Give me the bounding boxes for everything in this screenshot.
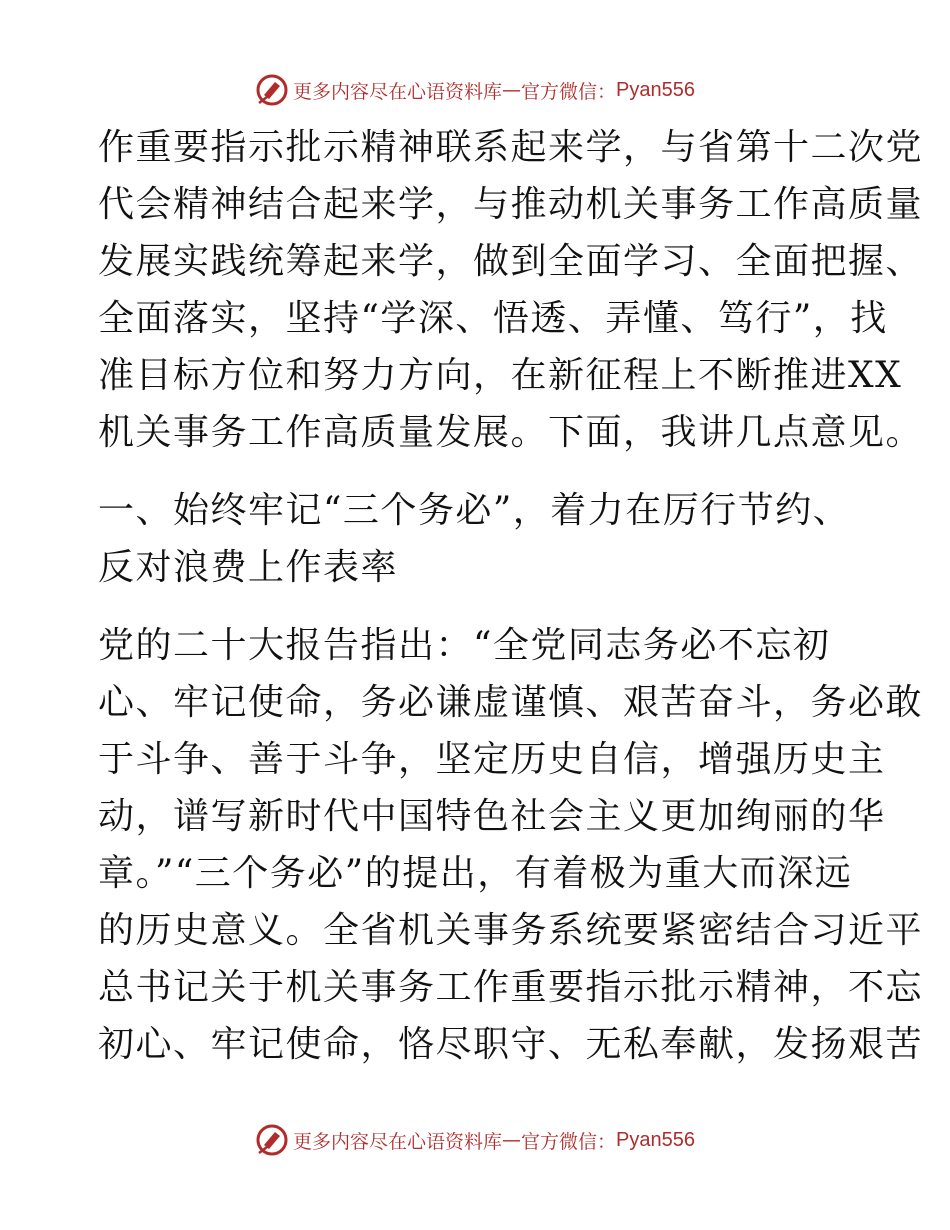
text-line: 心、牢记使命，务必谦虚谨慎、艰苦奋斗，务必敢 [98,682,924,723]
header-brand-text: 更多内容尽在心语资料库 [293,80,503,103]
text-line: 发展实践统筹起来学，做到全面学习、全面把握、 [98,241,924,282]
brand-logo-icon [255,1123,289,1157]
header-watermark [0,70,950,110]
text-line: 全面落实，坚持“学深、悟透、弄懂、笃行”，找 [98,298,888,339]
footer-contact-id: Pyan556 [616,1128,695,1151]
text-line: 机关事务工作高质量发展。下面，我讲几点意见。 [98,412,924,453]
text-line: 的历史意义。全省机关事务系统要紧密结合习近平 [98,910,924,951]
header-separator: — [502,79,522,101]
text-line: 动，谱写新时代中国特色社会主义更加绚丽的华 [98,796,886,837]
footer-separator: — [502,1129,522,1151]
section-heading-line: 反对浪费上作表率 [98,547,399,588]
text-line: 章。”“三个务必”的提出，有着极为重大而深远 [98,853,853,894]
footer-contact-label: 官方微信： [521,1130,617,1153]
text-line: 党的二十大报告指出：“全党同志务必不忘初 [98,625,831,666]
footer-watermark [0,1120,950,1160]
brand-logo-icon [255,73,289,107]
text-line: 作重要指示批示精神联系起来学，与省第十二次党 [98,127,924,168]
header-contact-id: Pyan556 [616,78,695,101]
text-line: 总书记关于机关事务工作重要指示批示精神，不忘 [98,967,924,1008]
header-contact-label: 官方微信： [521,80,617,103]
text-line: 初心、牢记使命，恪尽职守、无私奉献，发扬艰苦 [98,1024,924,1065]
text-line: 代会精神结合起来学，与推动机关事务工作高质量 [98,184,924,225]
footer-brand-text: 更多内容尽在心语资料库 [293,1130,503,1153]
section-heading-line: 一、始终牢记“三个务必”，着力在厉行节约、 [98,490,851,531]
text-line: 准目标方位和努力方向，在新征程上不断推进XX [98,355,903,396]
text-line: 于斗争、善于斗争，坚定历史自信，增强历史主 [98,739,886,780]
